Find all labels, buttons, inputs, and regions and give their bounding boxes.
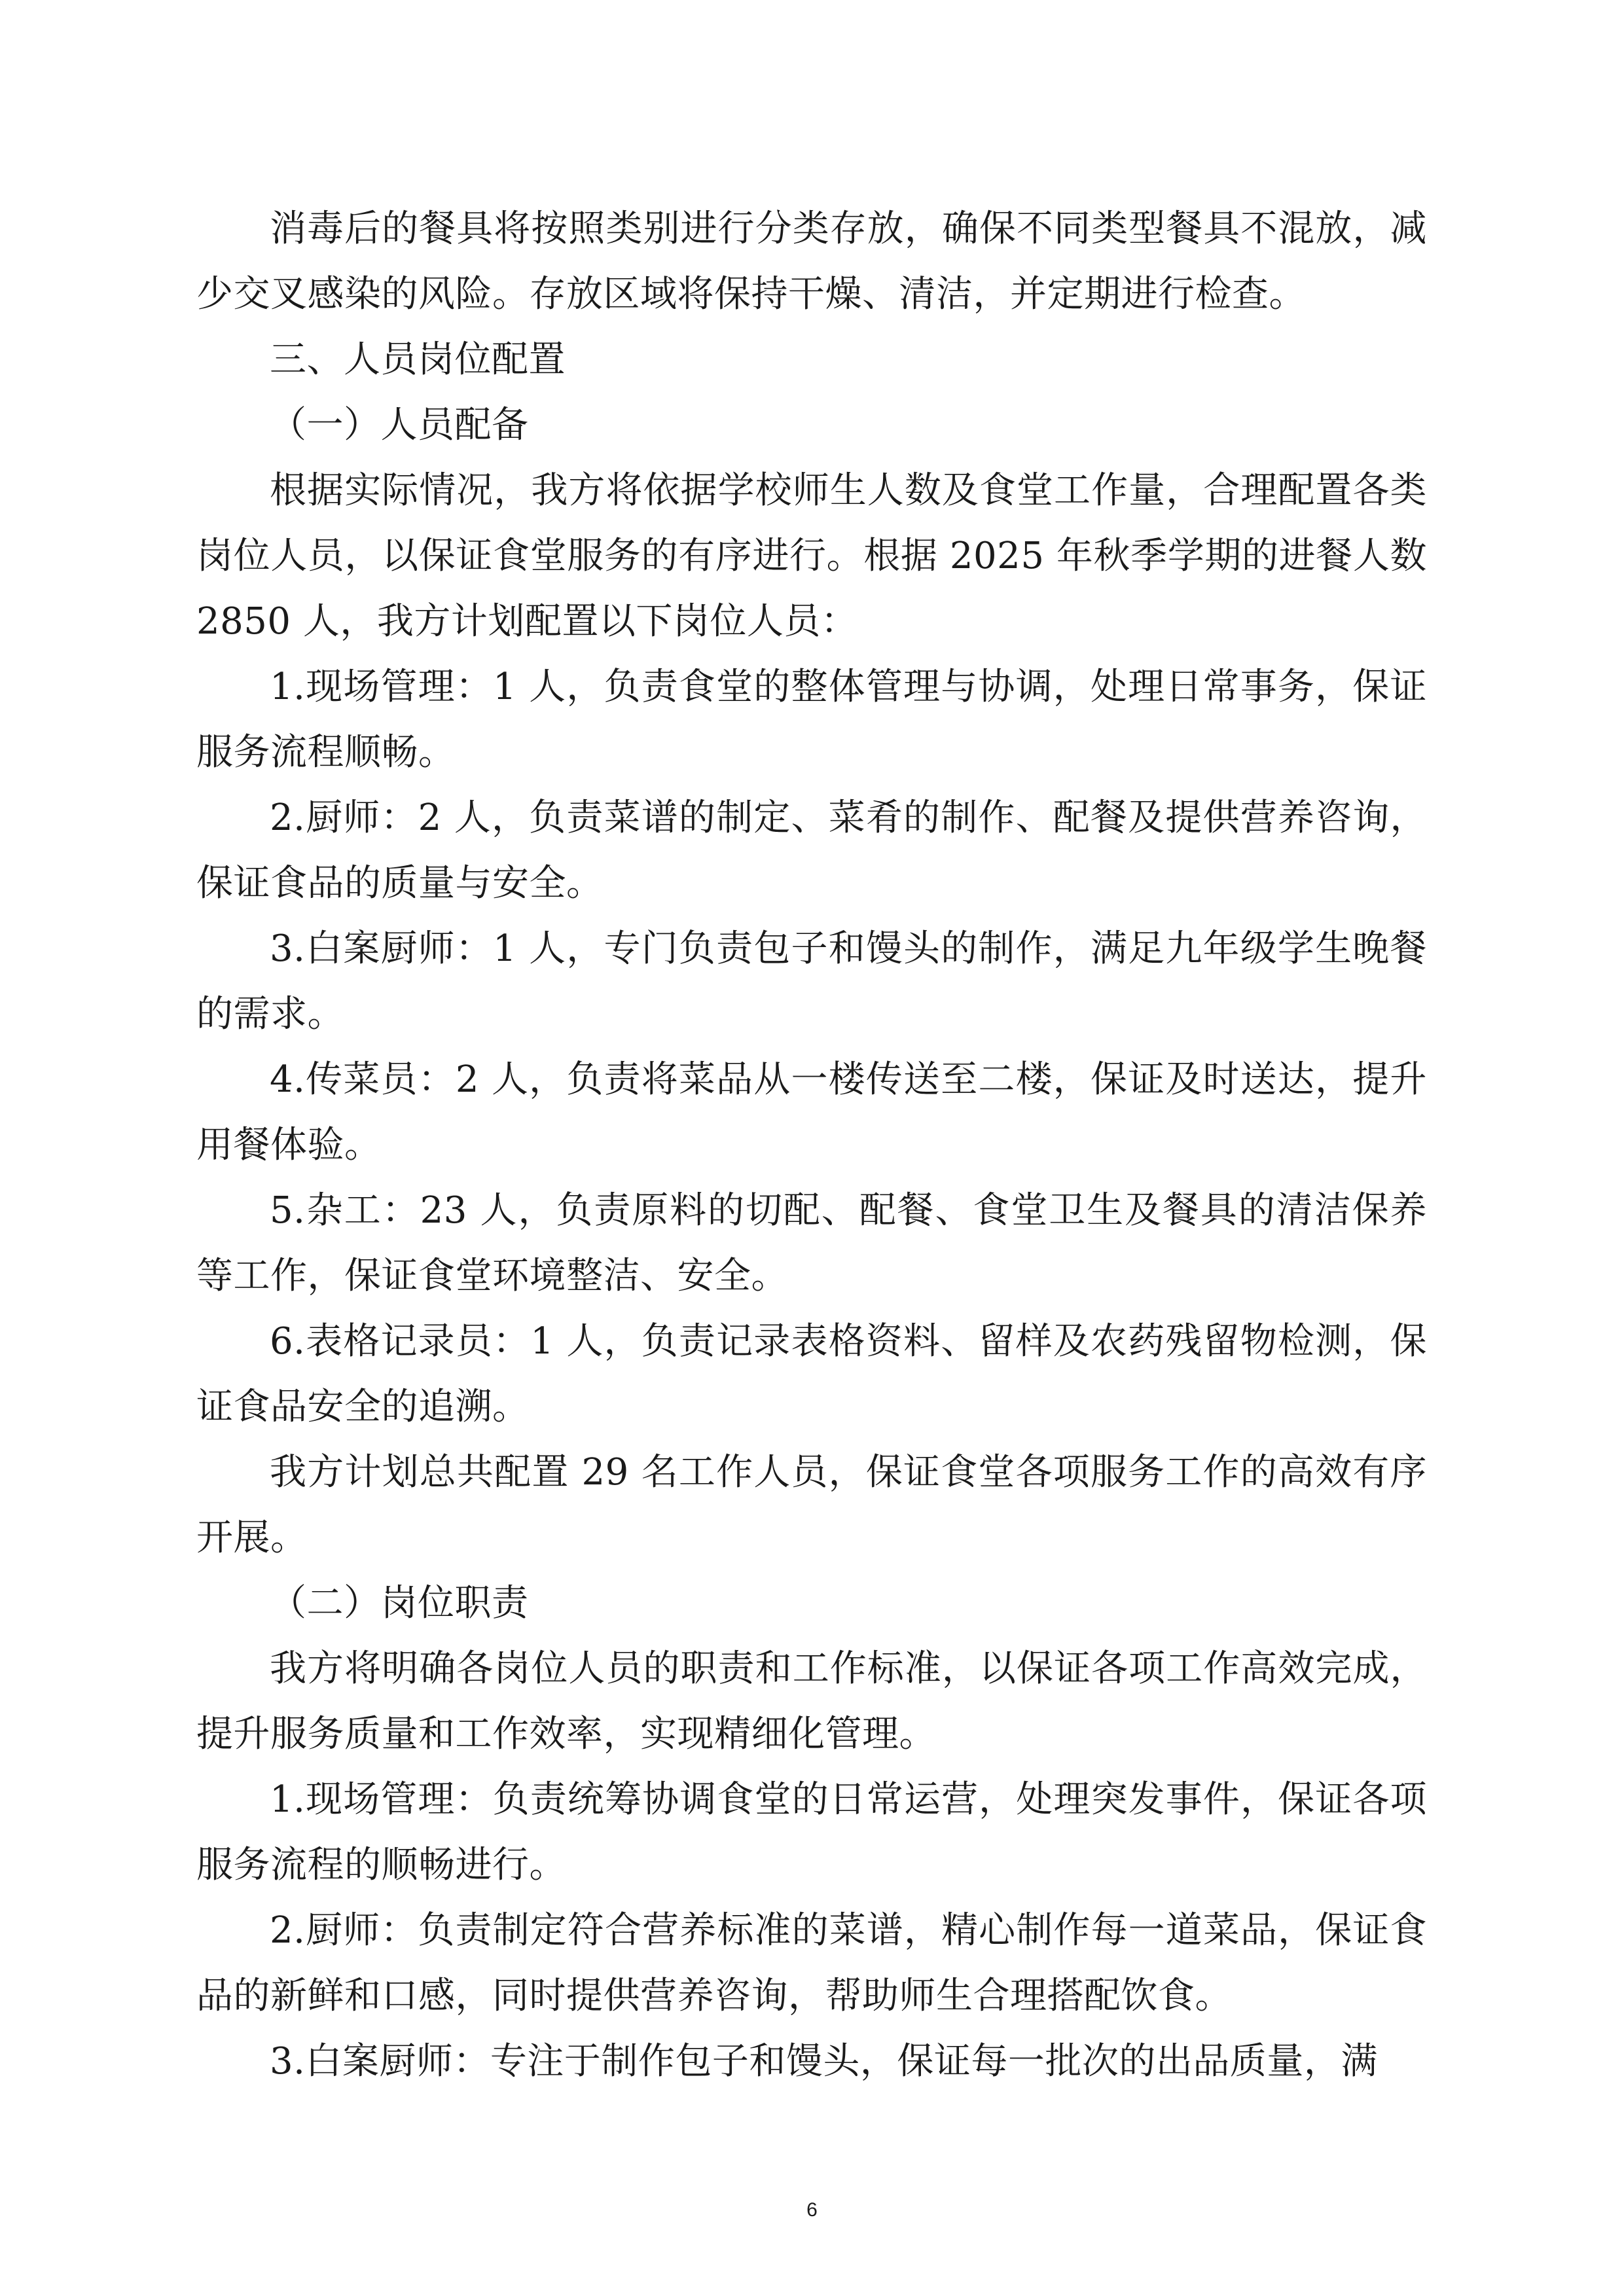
duty-item-pastry-chef: 3.白案厨师：专注于制作包子和馒头，保证每一批次的出品质量，满 bbox=[270, 2040, 1378, 2083]
paragraph-duties-intro: 我方将明确各岗位人员的职责和工作标准，以保证各项工作高效完成，提升服务质量和工作效率，实现精细化管理。 bbox=[196, 1647, 1427, 1755]
paragraph-tableware-storage: 消毒后的餐具将按照类别进行分类存放，确保不同类型餐具不混放，减少交叉感染的风险。存放区域将保持干燥、清洁，并定期进行检查。 bbox=[196, 207, 1427, 315]
subsection-heading-job-duties: （二）岗位职责 bbox=[270, 1582, 529, 1624]
list-item-pastry-chef: 3.白案厨师：1 人，专门负责包子和馒头的制作，满足九年级学生晚餐的需求。 bbox=[196, 927, 1427, 1035]
subsection-heading-staff-allocation: （一）人员配备 bbox=[270, 404, 529, 446]
list-item-general-worker: 5.杂工：23 人，负责原料的切配、配餐、食堂卫生及餐具的清洁保养等工作，保证食堂环境整洁、安全。 bbox=[196, 1189, 1427, 1297]
duty-item-site-manager: 1.现场管理：负责统筹协调食堂的日常运营，处理突发事件，保证各项服务流程的顺畅进行。 bbox=[196, 1778, 1427, 1886]
list-item-records-clerk: 6.表格记录员：1 人，负责记录表格资料、留样及农药残留物检测，保证食品安全的追溯。 bbox=[196, 1320, 1427, 1428]
document-body bbox=[196, 196, 1427, 2094]
paragraph-staff-plan-intro: 根据实际情况，我方将依据学校师生人数及食堂工作量，合理配置各类岗位人员，以保证食堂服务的有序进行。根据 2025 年秋季学期的进餐人数 2850 人，我方计划配置以下岗位人员： bbox=[196, 469, 1427, 643]
list-item-food-runner: 4.传菜员：2 人，负责将菜品从一楼传送至二楼，保证及时送达，提升用餐体验。 bbox=[196, 1058, 1427, 1166]
list-item-chef: 2.厨师：2 人，负责菜谱的制定、菜肴的制作、配餐及提供营养咨询，保证食品的质量与安全。 bbox=[196, 797, 1427, 905]
duty-item-chef: 2.厨师：负责制定符合营养标准的菜谱，精心制作每一道菜品，保证食品的新鲜和口感，同时提供营养咨询，帮助师生合理搭配饮食。 bbox=[196, 1909, 1427, 2017]
paragraph-staff-total: 我方计划总共配置 29 名工作人员，保证食堂各项服务工作的高效有序开展。 bbox=[196, 1451, 1427, 1559]
section-heading-staffing: 三、人员岗位配置 bbox=[270, 338, 566, 381]
list-item-site-manager: 1.现场管理：1 人，负责食堂的整体管理与协调，处理日常事务，保证服务流程顺畅。 bbox=[196, 666, 1427, 774]
page-number: 6 bbox=[806, 2199, 818, 2221]
